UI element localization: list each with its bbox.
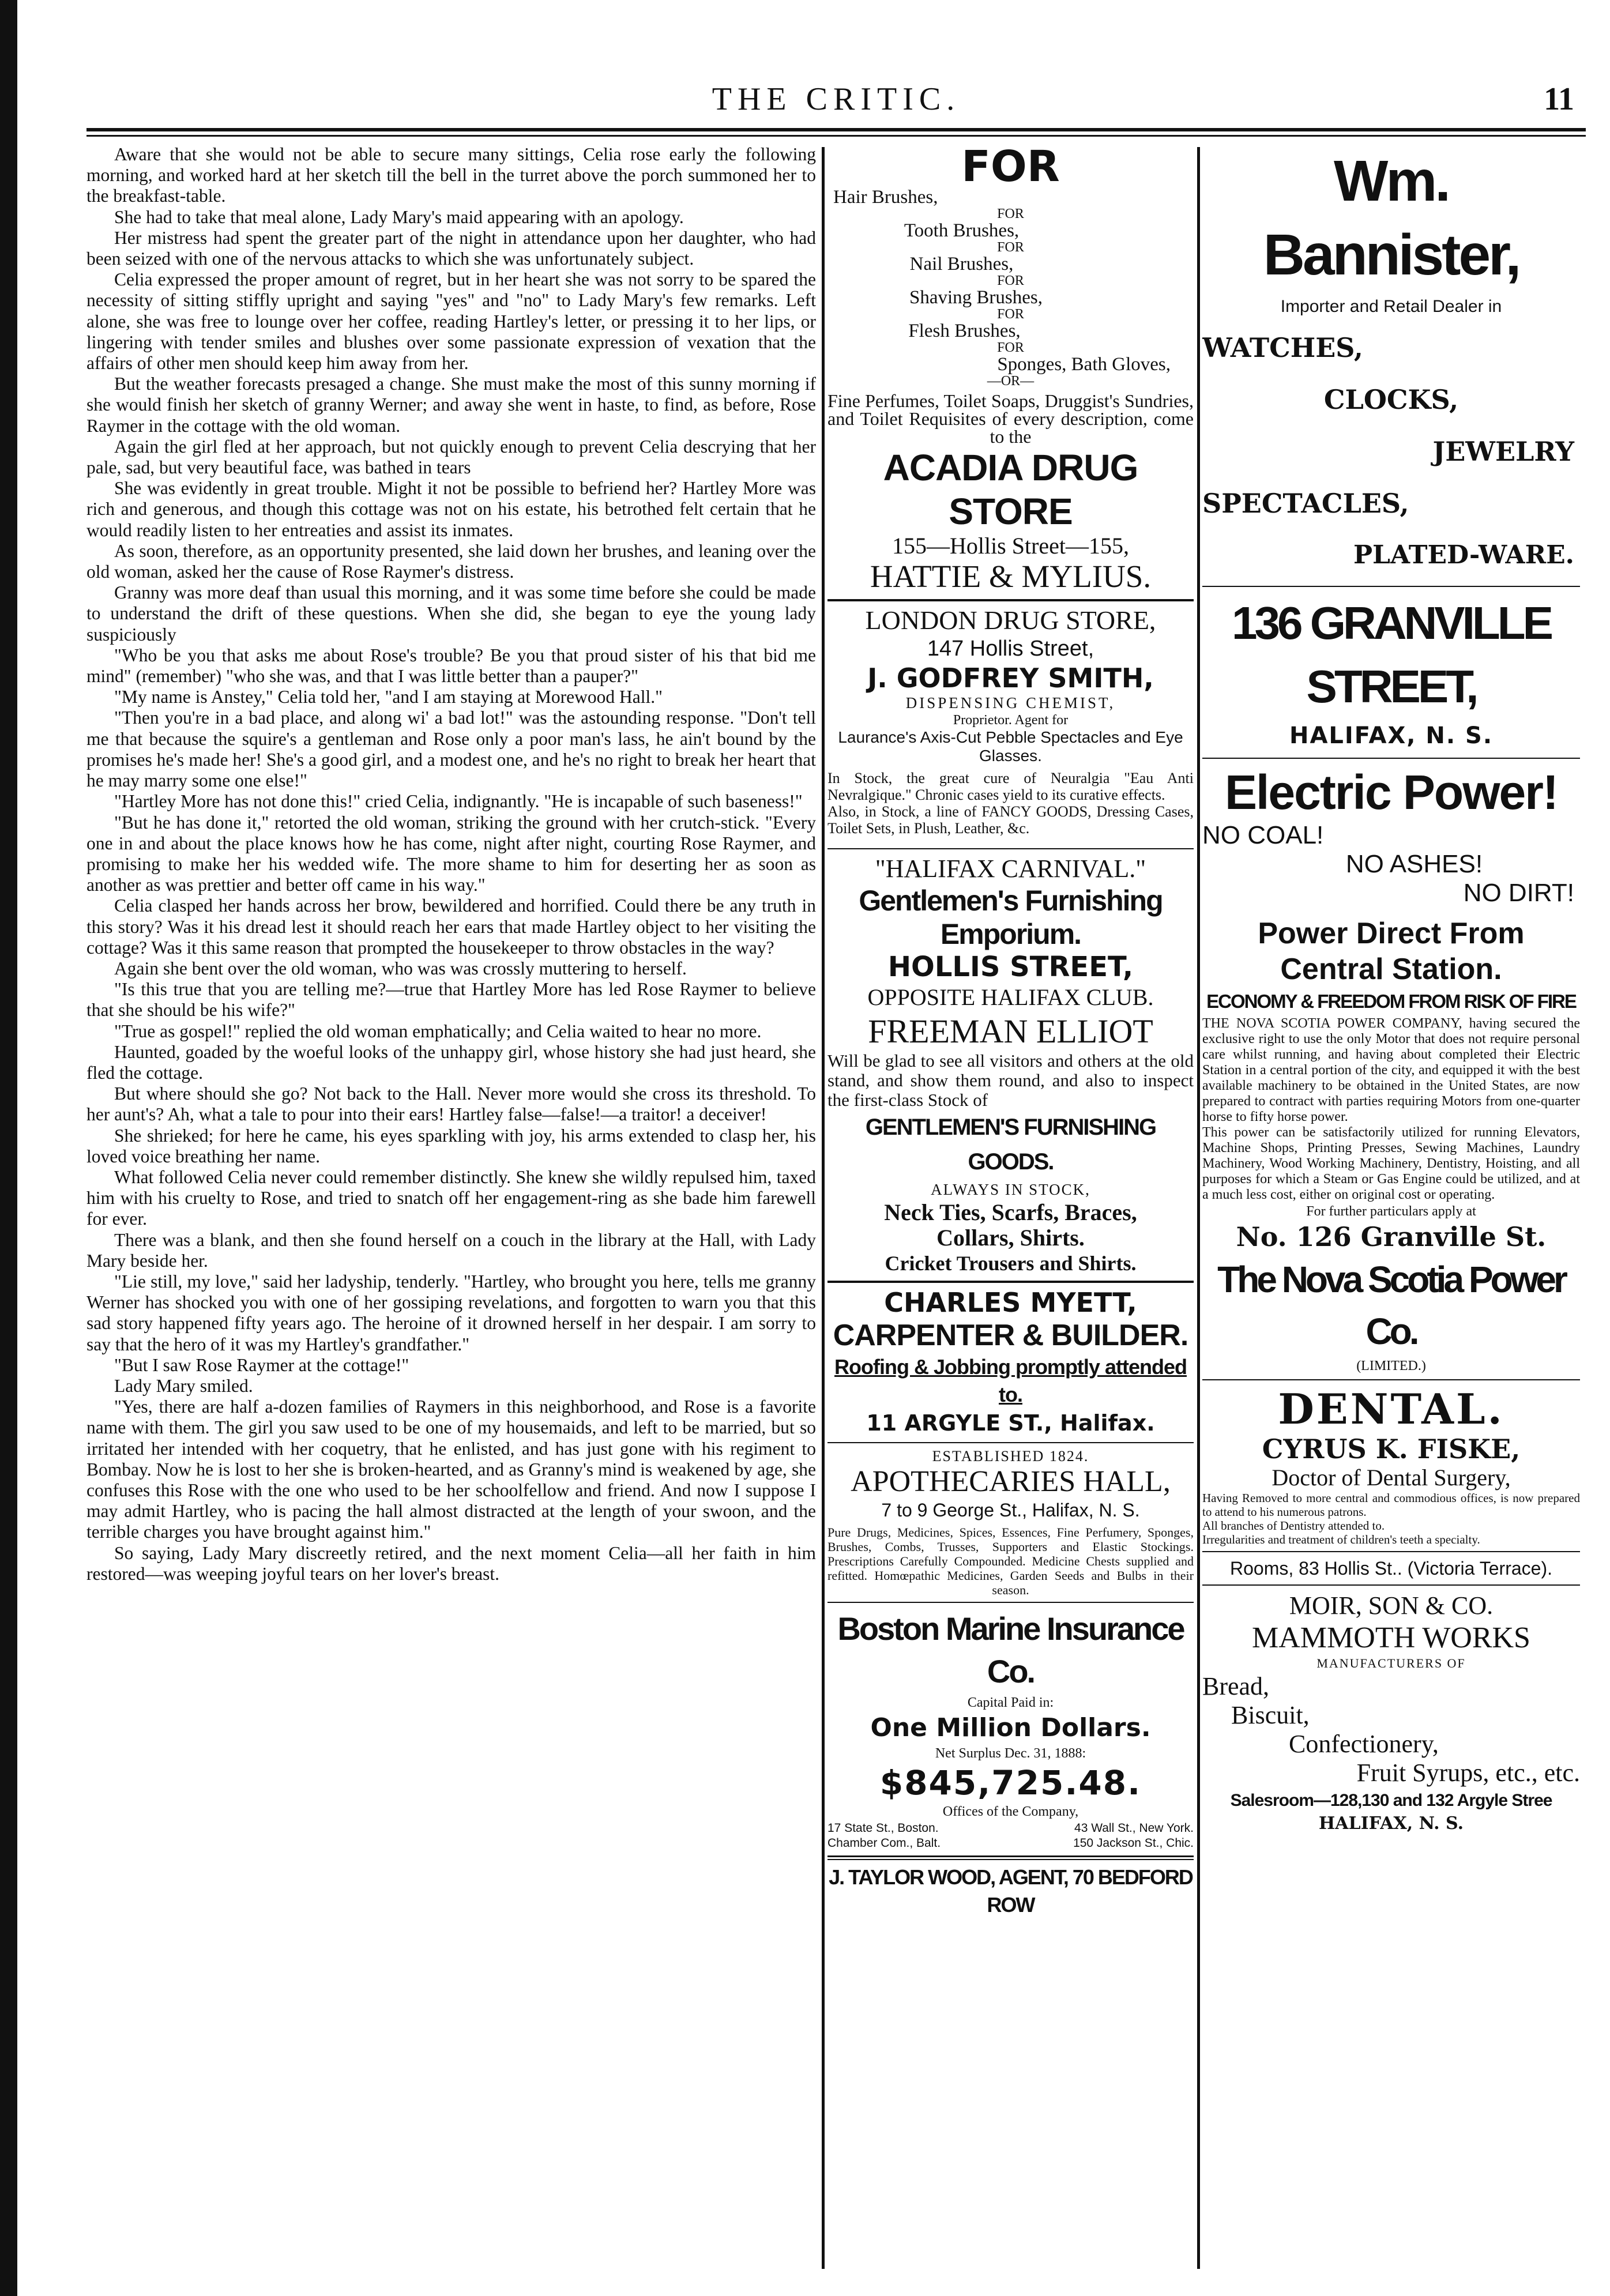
ad-separator (827, 1442, 1194, 1443)
acadia-text: Fine Perfumes, Toilet Soaps, Druggist's Sundries, and Toilet Requisites of every description, come to the (827, 390, 1194, 447)
column-divider-1 (822, 147, 825, 2269)
story-column (86, 144, 816, 2272)
charles-myett-ad (827, 1288, 1194, 1437)
moir-name: MOIR, SON & CO. (1289, 1591, 1494, 1620)
carnival-text: Will be glad to see all visitors and others at the old stand, and show them round, and also to inspect the first-class Stock of (827, 1051, 1194, 1110)
advertisements-column-middle (827, 144, 1194, 2272)
boston-capital: One Million Dollars. (870, 1713, 1151, 1742)
acadia-address: 155—Hollis Street—155, (891, 533, 1130, 559)
moir-item: Bread, (1202, 1672, 1270, 1700)
story-paragraph: There was a blank, and then she found herself on a couch in the library at the Hall, with Lady Mary beside her. (86, 1229, 816, 1271)
moir-item: Biscuit, (1231, 1701, 1310, 1729)
acadia-item: Tooth Brushes, (904, 220, 1020, 241)
page-edge-scan-shadow (0, 0, 17, 2296)
story-paragraph: Celia clasped her hands across her brow, bewildered and horrified. Could there be any truth in this story? Was it his dread lest it should reach her ears that made Hartley object to her visiting the cottage? Was it this same reason that prompted the housekeeper to throw obstacles in the way? (86, 895, 816, 958)
electric-power-ad (1202, 763, 1580, 1375)
boston-offices-label: Offices of the Company, (942, 1804, 1079, 1819)
apothecaries-established: ESTABLISHED 1824. (932, 1448, 1089, 1465)
electric-heading: Electric Power! (1225, 765, 1558, 819)
london-drug-name: LONDON DRUG STORE, (865, 605, 1156, 635)
story-paragraph: Again the girl fled at her approach, but not quickly enough to prevent Celia descrying that her pale, sad, but very beautiful face, was bathed in tears (86, 436, 816, 478)
london-drug-address: 147 Hollis Street, (927, 637, 1094, 661)
dental-text-3: Irregularities and treatment of children's teeth a specialty. (1202, 1533, 1480, 1546)
newspaper-title: THE CRITIC. (712, 81, 961, 117)
bannister-item: WATCHES, (1202, 332, 1363, 363)
carnival-owner: FREEMAN ELLIOT (868, 1013, 1153, 1050)
bannister-item: SPECTACLES, (1202, 488, 1409, 519)
london-drug-text-1: In Stock, the great cure of Neuralgia "Eau Anti Nevralgique." Chronic cases yield to its curative effects. (827, 770, 1194, 803)
electric-text-1: THE NOVA SCOTIA POWER COMPANY, having secured the exclusive right to use the only Motor that does not require personal care whilst running, and having about completed their Electric Station in a central portion of the city, and equipped it with the best available machinery to be obtained in the United States, are now prepared to contract with parties requiring Motors from one-quarter horse to fifty horse power. (1202, 1016, 1580, 1124)
acadia-item: Nail Brushes, (909, 254, 1014, 274)
moir-item: Confectionery, (1289, 1730, 1439, 1758)
story-paragraph: Again she bent over the old woman, who was was crossly muttering to herself. (114, 958, 687, 978)
electric-address: No. 126 Granville St. (1236, 1221, 1547, 1252)
header-rule-top (86, 128, 1586, 131)
carnival-items-2: Collars, Shirts. (936, 1225, 1085, 1251)
story-paragraph: "Who be you that asks me about Rose's trouble? Be you that proud sister of his that bid me mind" (remember) "who she was, and that I was little better than a pauper?" (86, 645, 816, 687)
electric-no-coal: NO COAL! (1202, 821, 1324, 849)
ad-separator (827, 1281, 1194, 1283)
electric-no-ashes: NO ASHES! (1345, 850, 1483, 878)
page-header (92, 81, 1580, 127)
page-number: 11 (1544, 81, 1574, 117)
boston-capital-label: Capital Paid in: (967, 1695, 1054, 1710)
carnival-emporium: Gentlemen's Furnishing Emporium. (859, 884, 1163, 950)
london-drug-agent: Laurance's Axis-Cut Pebble Spectacles and Eye Glasses. (838, 728, 1183, 765)
boston-marine-ad (827, 1608, 1194, 1919)
myett-address: 11 ARGYLE ST., Halifax. (866, 1410, 1155, 1436)
story-paragraph: "Is this true that you are telling me?—true that Hartley More has led Rose Raymer to believe that she should be his wife?" (86, 979, 816, 1021)
london-drug-owner: J. GODFREY SMITH, (867, 663, 1154, 694)
carnival-goods: GENTLEMEN'S FURNISHING GOODS. (865, 1115, 1156, 1175)
bannister-sub: Importer and Retail Dealer in (1280, 297, 1502, 316)
halifax-carnival-ad (827, 854, 1194, 1276)
acadia-item: Shaving Brushes, (909, 287, 1043, 308)
boston-office: Chamber Com., Balt. (827, 1836, 941, 1850)
moir-manufacturers: MANUFACTURERS OF (1316, 1656, 1466, 1670)
header-rule-bottom (86, 135, 1586, 137)
electric-power-2: Central Station. (1280, 953, 1502, 986)
story-paragraph: But the weather forecasts presaged a change. She must make the most of this sunny morning if she would finish her sketch of granny Werner; and away she went in haste, to find, as before, Rose Raymer in the cottage with the old woman. (86, 374, 816, 436)
electric-economy: ECONOMY & FREEDOM FROM RISK OF FIRE (1206, 991, 1576, 1012)
ad-separator (1202, 1551, 1580, 1552)
acadia-item: FOR (997, 273, 1024, 288)
story-paragraph: She shrieked; for here he came, his eyes sparkling with joy, his arms extended to clasp her, his loved voice breathing her name. (86, 1125, 816, 1166)
carnival-street: HOLLIS STREET, (887, 951, 1134, 983)
story-paragraph: What followed Celia never could remember distinctly. She knew she wildly repulsed him, taxed him with his cruelty to Rose, and tried to snatch off her engagement-ring as she bade him farewell for ever. (86, 1166, 816, 1229)
myett-name: CHARLES MYETT, (884, 1287, 1137, 1318)
story-paragraph: "True as gospel!" replied the old woman emphatically; and Celia waited to hear no more. (114, 1021, 762, 1041)
ad-separator (1202, 1584, 1580, 1586)
boston-office: 150 Jackson St., Chic. (1073, 1836, 1194, 1850)
carnival-heading: "HALIFAX CARNIVAL." (875, 855, 1146, 883)
acadia-store-name: ACADIA DRUG STORE (883, 447, 1138, 532)
london-drug-text-2: Also, in Stock, a line of FANCY GOODS, Dressing Cases, Toilet Sets, in Plush, Leather, &c. (827, 803, 1194, 837)
acadia-item: FOR (997, 307, 1024, 322)
bannister-item: CLOCKS, (1323, 384, 1459, 415)
moir-item: Fruit Syrups, etc., etc. (1356, 1759, 1580, 1787)
electric-company: The Nova Scotia Power Co. (1217, 1259, 1565, 1352)
acadia-item: Sponges, Bath Gloves, (997, 354, 1171, 375)
bannister-ad (1202, 144, 1580, 753)
acadia-item: —OR— (987, 374, 1035, 389)
acadia-owners: HATTIE & MYLIUS. (870, 559, 1152, 594)
moir-city: HALIFAX, N. S. (1318, 1813, 1464, 1834)
boston-office: 17 State St., Boston. (827, 1821, 939, 1835)
story-paragraph: As soon, therefore, as an opportunity presented, she laid down her brushes, and leaning over the old woman, asked her the cause of Rose Raymer's distress. (86, 540, 816, 582)
ad-separator (1202, 586, 1580, 587)
carnival-items-1: Neck Ties, Scarfs, Braces, (884, 1199, 1137, 1225)
acadia-item: FOR (997, 206, 1024, 221)
acadia-for-heading: FOR (961, 144, 1060, 191)
story-paragraph: "Yes, there are half a-dozen families of Raymers in this neighborhood, and Rose is a favorite name with them. The girl you saw used to be one of my housemaids, and left to be married, but so irritated her intended with her coquetry, that he enlisted, and has just gone with his regiment to Bombay. Now he is lost to her she is broken-hearted, and as Granny's mind is weakened by age, she confuses this Rose with the one who used to be her schoolfellow and friend. And now I suppose I may admit Hartley, who is pacing the hall almost distracted at the length of your swoon, and the terrible charges you have brought against him." (86, 1397, 816, 1542)
acadia-drug-store-ad (827, 144, 1194, 594)
ad-separator (827, 599, 1194, 601)
acadia-item: FOR (997, 340, 1024, 355)
bannister-address: 136 GRANVILLE STREET, (1232, 597, 1551, 712)
apothecaries-address: 7 to 9 George St., Halifax, N. S. (881, 1500, 1140, 1520)
bannister-name: Wm. Bannister, (1263, 149, 1519, 287)
story-paragraph: "Then you're in a bad place, and along wi' a bad lot!" was the astounding response. "Don't tell me that because the squire's a gentleman and Rose only a poor man's lass, he ain't bound by the promises he's made her! She's a good girl, and a modest one, and he's no right to break her heart that he may marry some one else!" (86, 707, 816, 791)
story-paragraph: Granny was more deaf than usual this morning, and it was some time before she could be made to understand the drift of these questions. When she did, she began to eye the young lady suspiciously (86, 582, 816, 645)
story-paragraph: Aware that she would not be able to secure many sittings, Celia rose early the following morning, and worked hard at her sketch till the bell in the turret above the porch summoned her to the breakfast-table. (86, 144, 816, 206)
story-paragraph: Celia expressed the proper amount of regret, but in her heart she was not sorry to be spared the necessity of sitting stiffly upright and saying "yes" and "no" to Lady Mary's few remarks. Left alone, she was free to lounge over her coffee, reading Hartley's letter, or pressing it to her lips, or lingering with tender smiles and blushes over some passionate expression of vexation that the affairs of other men should keep him away from her. (86, 269, 816, 374)
carnival-opposite: OPPOSITE HALIFAX CLUB. (867, 984, 1154, 1010)
bannister-city: HALIFAX, N. S. (1289, 722, 1494, 749)
story-paragraph: "But I saw Rose Raymer at the cottage!" (114, 1354, 409, 1375)
london-drug-proprietor: Proprietor. Agent for (953, 713, 1069, 728)
story-paragraph: She had to take that meal alone, Lady Mary's maid appearing with an apology. (114, 206, 684, 227)
ad-separator (1202, 758, 1580, 759)
london-drug-store-ad (827, 606, 1194, 837)
electric-apply: For further particulars apply at (1306, 1204, 1476, 1219)
apothecaries-text: Pure Drugs, Medicines, Spices, Essences, Fine Perfumery, Sponges, Brushes, Combs, Trusses, Supporters and Elastic Stockings. Prescriptions Carefully Compounded. Medicine Chests supplied and refitted. Homœpathic Medicines, Garden Seeds and Bulbs in their season. (827, 1525, 1194, 1597)
electric-limited: (LIMITED.) (1356, 1358, 1426, 1373)
story-paragraph: Haunted, goaded by the woeful looks of the unhappy girl, whose history she had just heard, she fled the cottage. (86, 1041, 816, 1083)
acadia-item: FOR (997, 240, 1024, 255)
carnival-items-3: Cricket Trousers and Shirts. (885, 1252, 1137, 1275)
dental-text-2: All branches of Dentistry attended to. (1202, 1519, 1385, 1533)
dental-ad (1202, 1385, 1580, 1580)
advertisements-column-right (1202, 144, 1580, 2272)
story-paragraph: So saying, Lady Mary discreetly retired, and the next moment Celia—all her faith in him restored—was weeping joyful tears on her lover's breast. (86, 1542, 816, 1584)
story-paragraph: "My name is Anstey," Celia told her, "and I am staying at Morewood Hall." (114, 687, 663, 707)
dental-rooms: Rooms, 83 Hollis St.. (Victoria Terrace). (1230, 1558, 1552, 1579)
story-paragraph: But where should she go? Not back to the Hall. Never more would she cross its threshold. To her aunt's? Ah, what a tale to pour into their ears! Hartley false—false!—a traitor! a deceiver! (86, 1083, 816, 1125)
dental-text-1: Having Removed to more central and commodious offices, is now prepared to attend to his numerous patrons. (1202, 1491, 1580, 1519)
boston-agent: J. TAYLOR WOOD, AGENT, 70 BEDFORD ROW (829, 1865, 1193, 1917)
ad-separator (827, 1602, 1194, 1603)
boston-surplus-label: Net Surplus Dec. 31, 1888: (935, 1746, 1086, 1761)
ad-separator (827, 848, 1194, 849)
boston-surplus: $845,725.48. (879, 1763, 1142, 1802)
story-paragraph: Lady Mary smiled. (114, 1375, 253, 1396)
story-paragraph: She was evidently in great trouble. Might it not be possible to befriend her? Hartley More was rich and generous, and though this cottage was not on his estate, his betrothed felt certain that he would readily listen to her entreaties and assist its inmates. (86, 478, 816, 540)
story-paragraph: "Lie still, my love," said her ladyship, tenderly. "Hartley, who brought you here, tells me granny Werner has shocked you with one of her gossiping revelations, and forgotten to warn you that this sad story happened fifty years ago. The heroine of it drowned herself in her despair. I am sorry to say that the hero of it was my Hartley's grandfather." (86, 1271, 816, 1354)
electric-power-1: Power Direct From (1258, 917, 1525, 950)
moir-works: MAMMOTH WORKS (1252, 1621, 1530, 1654)
carnival-always: ALWAYS IN STOCK, (931, 1181, 1090, 1198)
column-divider-2 (1197, 147, 1200, 2269)
boston-office: 43 Wall St., New York. (1074, 1821, 1194, 1835)
london-drug-role: DISPENSING CHEMIST, (905, 694, 1116, 712)
dental-name: CYRUS K. FISKE, (1262, 1433, 1521, 1465)
story-paragraph: "Hartley More has not done this!" cried Celia, indignantly. "He is incapable of such baseness!" (114, 791, 803, 812)
boston-name: Boston Marine Insurance Co. (837, 1610, 1184, 1689)
apothecaries-name: APOTHECARIES HALL, (851, 1465, 1171, 1498)
ad-separator (1202, 1379, 1580, 1380)
acadia-item: Flesh Brushes, (908, 321, 1021, 341)
dental-title: Doctor of Dental Surgery, (1272, 1465, 1511, 1490)
electric-text-2: This power can be satisfactorily utilized for running Elevators, Machine Shops, Printing Presses, Sewing Machines, Laundry Machinery, Wood Working Machinery, Dentistry, Hoisting, and all purposes for which a Steam or Gas Engine could be utilized, and at a much less cost, either on original cost or operating. (1202, 1125, 1580, 1202)
ad-separator (827, 1855, 1194, 1860)
apothecaries-hall-ad (827, 1448, 1194, 1597)
bannister-item: PLATED-WARE. (1353, 540, 1574, 570)
bannister-item: JEWELRY (1432, 436, 1574, 467)
moir-ad (1202, 1590, 1580, 1834)
moir-salesroom: Salesroom—128,130 and 132 Argyle Stree (1230, 1791, 1552, 1810)
story-paragraph: "But he has done it," retorted the old woman, striking the ground with her crutch-stick. "Every one in and about the place knows how he has come, night after night, courting Rose Raymer, and promising to make her his wedded wife. The more shame to him for deserting her as soon as another as was prettier and better off came in his way." (86, 812, 816, 895)
myett-note: Roofing & Jobbing promptly attended to. (834, 1355, 1187, 1406)
electric-no-dirt: NO DIRT! (1463, 879, 1574, 907)
myett-trade: CARPENTER & BUILDER. (833, 1319, 1188, 1352)
acadia-item: Hair Brushes, (833, 187, 938, 208)
dental-heading: DENTAL. (1278, 1384, 1504, 1433)
story-paragraph: Her mistress had spent the greater part of the night in attendance upon her daughter, who had been seized with one of the nervous attacks to which she was unfortunately subject. (86, 227, 816, 269)
